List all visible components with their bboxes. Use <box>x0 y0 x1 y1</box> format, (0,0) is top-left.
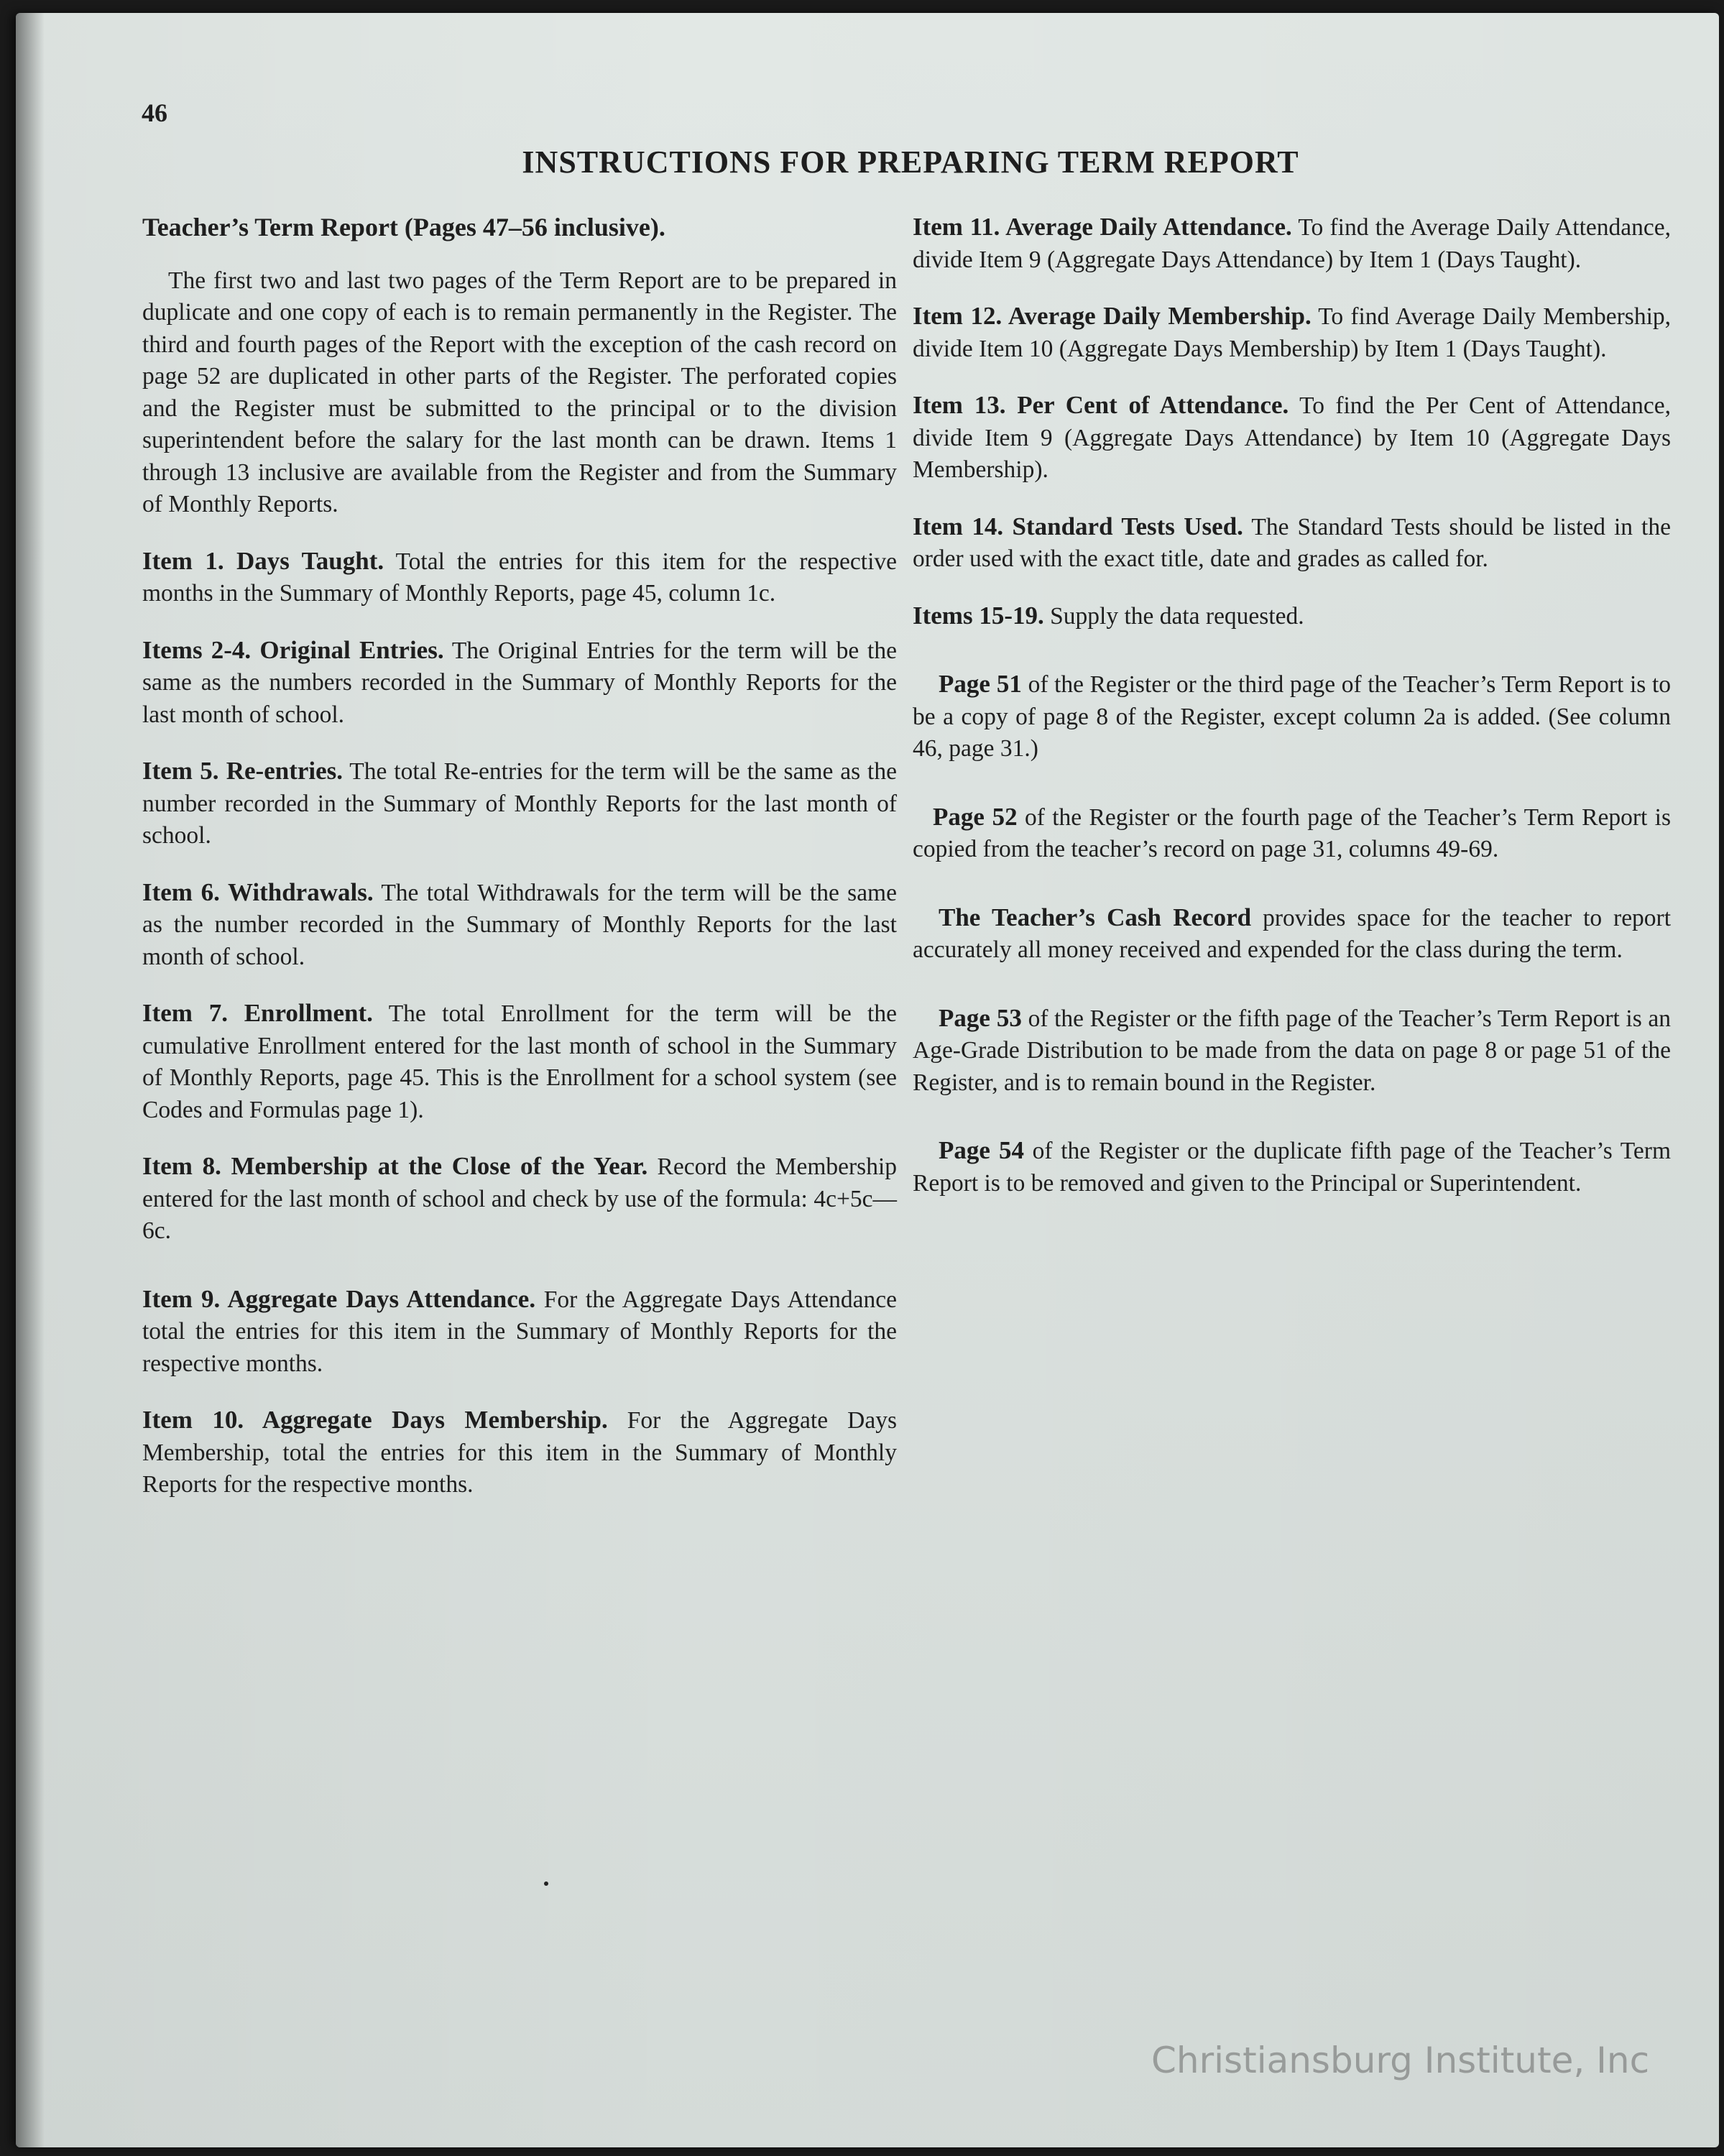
item-text: For the Aggregate Days Membership, total the entries for this item in the Summary of Monthly Reports for the respective months. <box>142 1407 898 1498</box>
item-1-paragraph <box>142 545 897 610</box>
page-title: INSTRUCTIONS FOR PREPARING TERM REPORT <box>522 144 1299 180</box>
item-text: The Standard Tests should be listed in the order used with the exact title, date and grades as called for. <box>913 513 1671 572</box>
page-number: 46 <box>142 98 167 127</box>
item-lead: Items 2-4. Original Entries. <box>142 635 444 664</box>
item-lead: Item 8. Membership at the Close of the Year. <box>142 1152 648 1180</box>
page-lead: Page 53 <box>939 1003 1022 1032</box>
cash-record-paragraph <box>913 902 1671 967</box>
item-lead: Item 6. Withdrawals. <box>142 877 374 906</box>
item-lead: Item 7. Enrollment. <box>142 999 373 1027</box>
right-column <box>913 211 1671 1224</box>
item-text: To find the Per Cent of Attendance, divide Item 9 (Aggregate Days Attendance) by Item 10 (Aggregate Days Membership). <box>913 392 1671 483</box>
page-53-paragraph <box>913 1003 1671 1100</box>
item-10-paragraph <box>142 1404 897 1501</box>
page-lead: Page 54 <box>939 1136 1024 1164</box>
item-lead: Item 10. Aggregate Days Membership. <box>142 1406 608 1434</box>
page-54-paragraph <box>913 1135 1671 1199</box>
left-column <box>142 211 897 1526</box>
item-text: The total Re-entries for the term will be the same as the number recorded in the Summary of Monthly Reports for the last month of school. <box>142 758 897 849</box>
item-text: The Original Entries for the term will be the same as the numbers recorded in the Summary of Monthly Reports for the last month of school. <box>142 637 897 728</box>
document-page <box>16 13 1719 2147</box>
page-text: provides space for the teacher to report accurately all money received and expended for the class during the term. <box>913 904 1672 963</box>
item-lead: Item 1. Days Taught. <box>142 546 384 575</box>
item-9-paragraph <box>142 1284 897 1381</box>
item-text: For the Aggregate Days Attendance total the entries for this item in the Summary of Monthly Reports for the respective months. <box>142 1286 898 1377</box>
page-text: of the Register or the fifth page of the Teacher’s Term Report is an Age-Grade Distribution to be made from the data on page 8 or page 51 of the Register, and is to remain bound in the Register. <box>913 1005 1672 1096</box>
item-13-paragraph <box>913 390 1671 487</box>
item-lead: Item 9. Aggregate Days Attendance. <box>142 1284 536 1313</box>
item-text: The total Enrollment for the term will be the cumulative Enrollment entered for the last month of school in the Summary of Monthly Reports, page 45. This is the Enrollment for a school system (see Codes and Formulas page 1). <box>142 1000 897 1123</box>
item-lead: Item 5. Re-entries. <box>142 757 344 785</box>
book-spine-shadow <box>16 13 45 2147</box>
item-lead: Item 14. Standard Tests Used. <box>913 512 1243 540</box>
page-lead: Page 52 <box>933 802 1018 831</box>
item-lead: Item 11. Average Daily Attendance. <box>913 213 1292 241</box>
item-11-paragraph <box>913 211 1671 276</box>
page-51-paragraph <box>913 668 1671 765</box>
item-8-paragraph <box>142 1151 897 1248</box>
intro-paragraph: The first two and last two pages of the Term Report are to be prepared in duplicate and one copy of each is to remain permanently in the Register. The third and fourth pages of the Report with the exception of the cash record on page 52 are duplicated in other parts of the Register. The perforated copies and the Register must be submitted to the principal or to the division superintendent before the salary for the last month can be drawn. Items 1 through 13 inclusive are available from the Register and from the Summary of Monthly Reports. <box>142 267 897 517</box>
watermark: Christiansburg Institute, Inc <box>1151 2040 1650 2081</box>
item-6-paragraph <box>142 877 897 974</box>
item-12-paragraph <box>913 300 1671 365</box>
page-text: of the Register or the duplicate fifth page of the Teacher’s Term Report is to be removed and given to the Principal or Superintendent. <box>913 1138 1672 1197</box>
item-text: To find Average Daily Membership, divide Item 10 (Aggregate Days Membership) by Item 1 (Days Taught). <box>913 303 1672 362</box>
items-15-19-paragraph <box>913 600 1671 633</box>
page-52-paragraph <box>913 801 1671 866</box>
item-14-paragraph <box>913 511 1671 576</box>
item-lead: Items 15-19. <box>913 601 1044 630</box>
page-lead: The Teacher’s Cash Record <box>939 903 1252 931</box>
item-lead: Item 12. Average Daily Membership. <box>913 302 1312 330</box>
item-5-paragraph <box>142 755 897 852</box>
item-text: Record the Membership entered for the last month of school and check by use of the formula: 4c+5c—6c. <box>142 1153 898 1244</box>
item-text: The total Withdrawals for the term will be the same as the number recorded in the Summary of Monthly Reports for the last month of school. <box>142 879 897 970</box>
page-text: of the Register or the third page of the Teacher’s Term Report is to be a copy of page 8 of the Register, except column 2a is added. (See column 46, page 31.) <box>913 671 1672 762</box>
item-text: Total the entries for this item for the respective months in the Summary of Monthly Reports, page 45, column 1c. <box>142 548 898 607</box>
item-lead: Item 13. Per Cent of Attendance. <box>913 391 1289 419</box>
page-text: of the Register or the fourth page of the Teacher’s Term Report is copied from the teacher’s record on page 31, columns 49-69. <box>913 803 1672 862</box>
page-lead: Page 51 <box>939 670 1022 698</box>
section-heading: Teacher’s Term Report (Pages 47–56 inclusive). <box>142 213 665 241</box>
item-2-4-paragraph <box>142 635 897 732</box>
ink-speck <box>544 1881 548 1886</box>
item-7-paragraph <box>142 998 897 1126</box>
item-text: Supply the data requested. <box>1050 602 1304 630</box>
item-text: To find the Average Daily Attendance, divide Item 9 (Aggregate Days Attendance) by Item 1 (Days Taught). <box>913 214 1671 273</box>
